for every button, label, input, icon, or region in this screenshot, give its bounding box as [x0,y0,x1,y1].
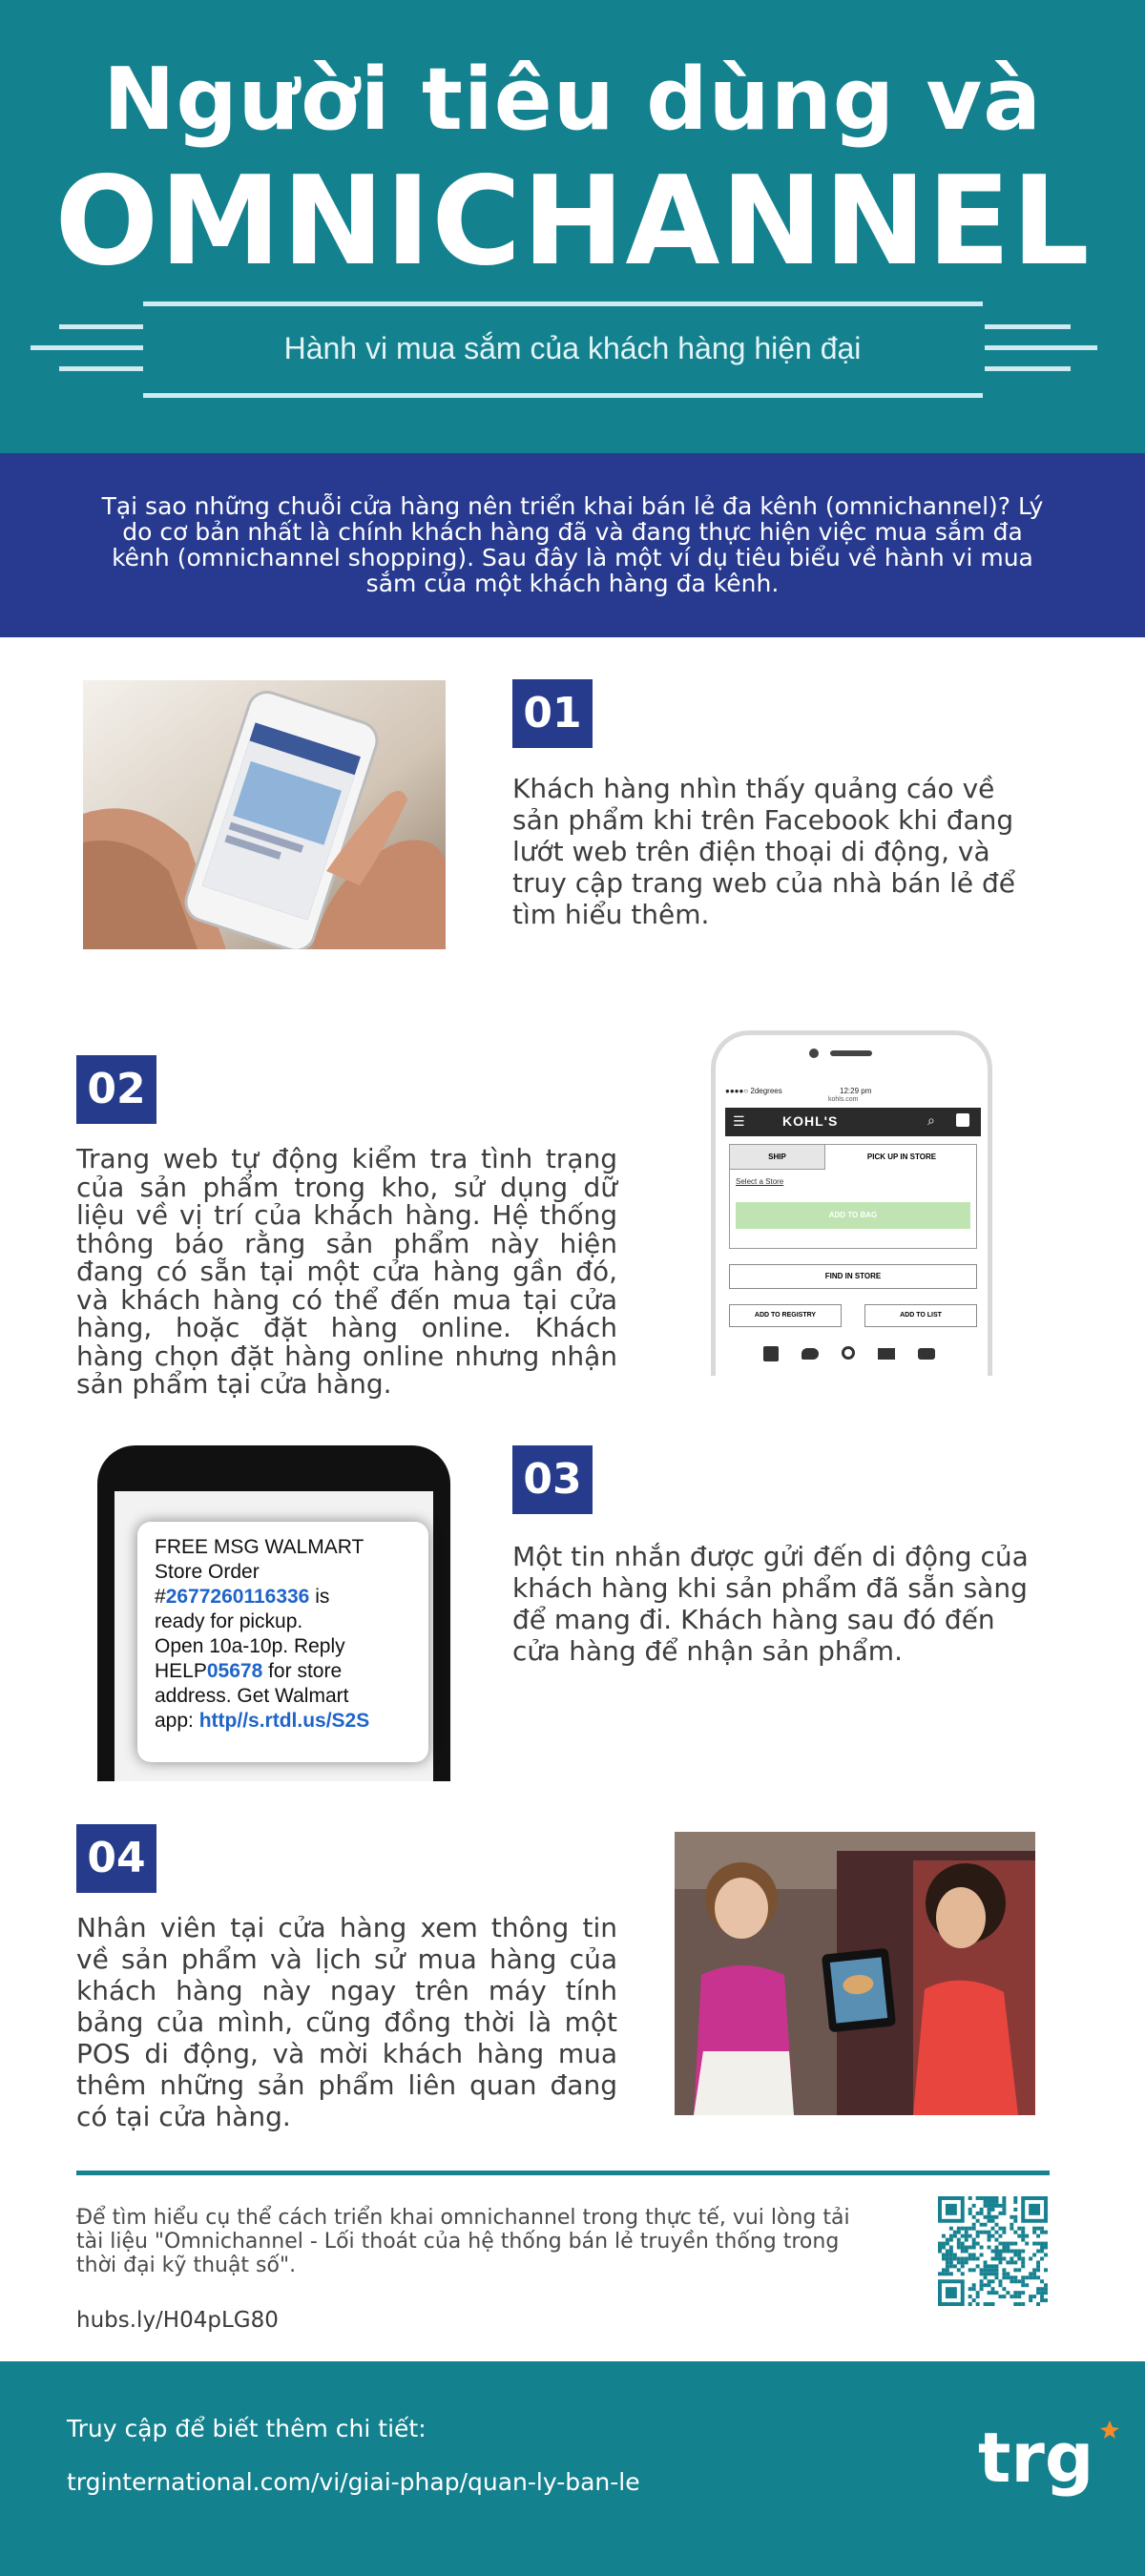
sms-line: FREE MSG WALMART [155,1536,364,1558]
header-rule-top [143,301,983,306]
status-bar [725,1087,981,1106]
add-to-list-button[interactable]: ADD TO LIST [864,1304,977,1327]
sms-line: ready for pickup. [155,1610,303,1632]
chat-icon[interactable] [918,1348,935,1360]
app-link[interactable]: http//s.rtdl.us/S2S [198,1710,370,1732]
pinterest-icon[interactable] [842,1346,855,1360]
facebook-icon[interactable] [763,1346,779,1361]
photo-hands-smartphone [83,680,446,949]
step-text-02: Trang web tự động kiểm tra tình trạng của sản phẩm trong kho, sử dụng dữ liệu về vị trí của khách hàng. Hệ thống thông báo rằng sản phẩm này hiện đang có sẵn tại một cửa hàng gần đó, và khách hàng có thể đến mua tại cửa hàng, hoặc đặt hàng online. Khách hàng chọn đặt hàng online nhưng nhận sản phẩm tại cửa hàng. [76,1143,617,1400]
header-dash [59,366,143,371]
sms-line: address. Get Walmart [155,1685,349,1707]
title-line-1: Người tiêu dùng và [103,50,1042,150]
logo-text: trg [978,2418,1094,2498]
kohls-logo: KOHL'S [782,1113,839,1129]
site-navbar [725,1108,981,1136]
tab-pickup-in-store[interactable]: PICK UP IN STORE [866,1153,937,1161]
subtitle: Hành vi mua sắm của khách hàng hiện đại [283,331,862,365]
search-icon[interactable]: ⌕ [927,1113,935,1129]
logo-star-icon [1100,2420,1119,2439]
photo-store-tablet [675,1832,1035,2115]
order-number-link[interactable]: 2677260116336 [165,1586,310,1608]
section-divider [76,2171,1050,2175]
sms-line: #2677260116336 is [155,1586,330,1608]
intro-banner [0,453,1145,637]
step-text-01: Khách hàng nhìn thấy quảng cáo về sản phẩm khi trên Facebook khi đang lướt web trên điện thoại di động, và truy cập trang web của nhà bán lẻ để tìm hiểu thêm. [512,773,1016,930]
camera-dot [809,1049,819,1058]
header-dash [59,324,143,329]
header-banner [0,0,1145,453]
sms-line: Open 10a-10p. Reply [155,1635,345,1657]
title-line-2: OMNICHANNEL [54,151,1091,293]
qr-code[interactable] [938,2196,1048,2306]
twitter-icon[interactable] [802,1348,819,1360]
tab-ship[interactable]: SHIP [730,1145,825,1170]
add-to-bag-button[interactable]: ADD TO BAG [736,1202,970,1229]
phone-kohls-website [711,1030,992,1376]
carrier-label: ●●●●○ 2degrees [725,1087,782,1095]
url-label: kohls.com [828,1096,859,1103]
share-icons-row [763,1346,954,1365]
header-rule-bottom [143,393,983,398]
help-number-link[interactable]: 05678 [206,1660,263,1682]
clock-label: 12:29 pm [840,1087,872,1095]
sms-line: Store Order [155,1561,260,1583]
sms-line: app: http//s.rtdl.us/S2S [155,1710,370,1732]
hands-phone-illustration [83,680,446,949]
email-icon[interactable] [878,1348,895,1360]
find-in-store-button[interactable]: FIND IN STORE [729,1264,977,1289]
step-number-02: 02 [76,1055,156,1124]
bottom-banner [0,2361,1145,2576]
step-text-03: Một tin nhắn được gửi đến di động của khách hàng khi sản phẩm đã sẵn sàng để mang đi. Khách hàng sau đó đến cửa hàng để nhận sản phẩm. [512,1541,1029,1667]
phone-sms-notification [97,1445,450,1781]
store-tablet-illustration [675,1832,1035,2115]
speaker-slot [830,1050,872,1056]
cta-label: Truy cập để biết thêm chi tiết: [67,2415,427,2442]
menu-icon[interactable]: ☰ [733,1114,745,1130]
sms-message-bubble [137,1522,428,1762]
step-number-03: 03 [512,1445,593,1514]
short-link[interactable]: hubs.ly/H04pLG80 [76,2308,279,2333]
step-number-01: 01 [512,679,593,748]
step-number-04: 04 [76,1824,156,1893]
download-note: Để tìm hiểu cụ thể cách triển khai omnichannel trong thực tế, vui lòng tải tài liệu "Omnichannel - Lối thoát của hệ thống bán lẻ truyền thống trong thời đại kỹ thuật số". [76,2206,850,2277]
pickup-panel [729,1144,977,1249]
add-to-registry-button[interactable]: ADD TO REGISTRY [729,1304,842,1327]
header-dash [31,345,143,350]
sms-line: HELP05678 for store [155,1660,343,1682]
step-text-04: Nhân viên tại cửa hàng xem thông tin về sản phẩm và lịch sử mua hàng của khách hàng này ngay trên máy tính bảng của mình, cũng đồng thời là một POS di động, và mời khách hàng mua thêm những sản phẩm liên quan đang có tại cửa hàng. [76,1912,617,2132]
bag-icon[interactable] [956,1113,969,1127]
intro-text: Tại sao những chuỗi cửa hàng nên triển khai bán lẻ đa kênh (omnichannel)? Lý do cơ bản nhất là chính khách hàng đã và đang thực hiện việc mua sắm đa kênh (omnichannel shopping). Sau đây là một ví dụ tiêu biểu về hành vi mua sắm của một khách hàng đa kênh. [101,492,1044,597]
select-store-link[interactable]: Select a Store [736,1177,784,1186]
trg-logo [978,2407,1121,2503]
cta-url-link[interactable]: trginternational.com/vi/giai-phap/quan-ly-ban-le [67,2468,640,2496]
